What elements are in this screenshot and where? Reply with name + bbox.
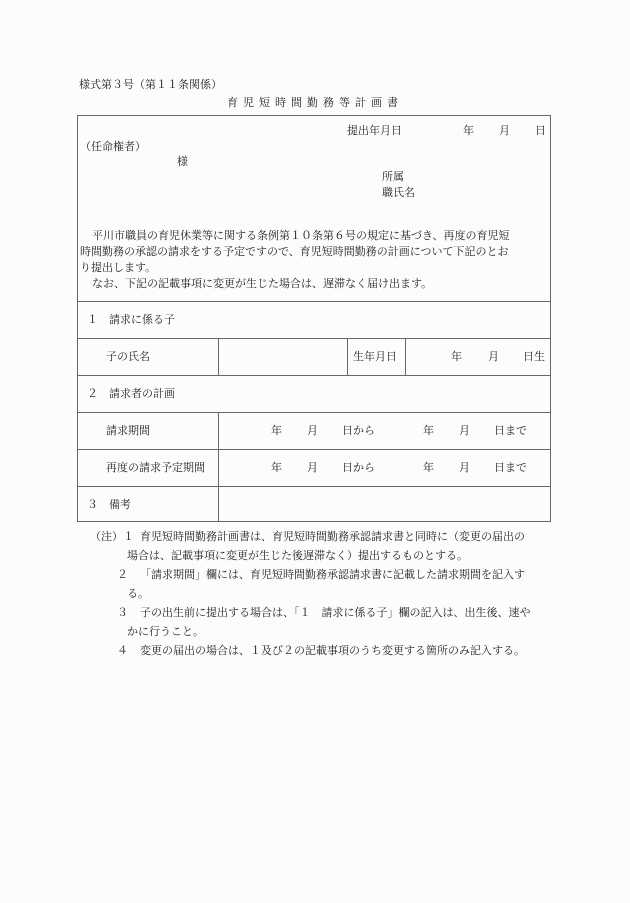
request-period-label: 請求期間 — [106, 424, 150, 437]
submission-day[interactable]: 日 — [535, 124, 546, 137]
birth-date-label: 生年月日 — [353, 350, 397, 363]
row-divider — [77, 375, 551, 376]
appointer-label: （任命権者） — [80, 140, 146, 153]
row-divider — [77, 449, 551, 450]
birth-month[interactable]: 月 — [488, 350, 499, 363]
end-year[interactable]: 年 — [423, 461, 434, 474]
row-divider — [77, 412, 551, 413]
column-divider — [405, 338, 406, 375]
child-name-field[interactable] — [222, 342, 344, 372]
birth-year[interactable]: 年 — [451, 350, 462, 363]
note-2-line-2: る。 — [127, 587, 149, 600]
row-divider — [77, 301, 551, 302]
form-number: 様式第３号（第１１条関係） — [79, 78, 222, 91]
section1-heading: １ 請求に係る子 — [87, 313, 175, 326]
body-line-1: 平川市職員の育児休業等に関する条例第１０条第６号の規定に基づき、再度の育児短 — [92, 229, 510, 242]
honorific-label: 様 — [177, 155, 188, 168]
end-month[interactable]: 月 — [459, 424, 470, 437]
note-3-line-2: かに行うこと。 — [127, 625, 204, 638]
note-2-line-1: 「請求期間」欄には、育児短時間勤務承認請求書に記載した請求期間を記入す — [140, 568, 525, 581]
remarks-field[interactable] — [222, 490, 548, 520]
birth-day[interactable]: 日生 — [523, 350, 545, 363]
child-name-label: 子の氏名 — [106, 350, 150, 363]
planned-request-period-label: 再度の請求予定期間 — [106, 461, 205, 474]
body-line-3: り提出します。 — [80, 261, 157, 274]
column-divider — [347, 338, 348, 375]
section2-heading: ２ 請求者の計画 — [87, 387, 175, 400]
start-day[interactable]: 日から — [342, 461, 375, 474]
body-line-2: 時間勤務の承認の請求をする予定ですので、育児短時間勤務の計画について下記のとお — [80, 245, 509, 258]
section3-heading: ３ 備考 — [87, 498, 131, 511]
position-name-label: 職氏名 — [382, 186, 415, 199]
end-day[interactable]: 日まで — [494, 424, 527, 437]
document-title: 育児短時間勤務等計画書 — [227, 96, 403, 109]
note-1-line-1: 育児短時間勤務計画書は、育児短時間勤務承認請求書と同時に（変更の届出の — [140, 530, 525, 543]
note-1-line-2: 場合は、記載事項に変更が生じた後遅滞なく）提出するものとする。 — [127, 549, 468, 562]
start-year[interactable]: 年 — [271, 424, 282, 437]
submission-year[interactable]: 年 — [463, 124, 474, 137]
submission-month[interactable]: 月 — [499, 124, 510, 137]
start-month[interactable]: 月 — [307, 424, 318, 437]
affiliation-label: 所属 — [382, 170, 404, 183]
note-3-line-1: 子の出生前に提出する場合は、「１ 請求に係る子」欄の記入は、出生後、速や — [140, 606, 531, 619]
note-4-number: ４ — [117, 644, 128, 657]
submission-date-label: 提出年月日 — [347, 124, 402, 137]
note-3-number: ３ — [117, 606, 128, 619]
column-divider — [218, 338, 219, 375]
start-year[interactable]: 年 — [271, 461, 282, 474]
note-2-number: ２ — [117, 568, 128, 581]
end-day[interactable]: 日まで — [494, 461, 527, 474]
notes-prefix: （注）１ — [90, 530, 134, 543]
body-line-4: なお、下記の記載事項に変更が生じた場合は、遅滞なく届け出ます。 — [92, 277, 433, 290]
end-year[interactable]: 年 — [423, 424, 434, 437]
column-divider — [218, 412, 219, 522]
row-divider — [77, 338, 551, 339]
end-month[interactable]: 月 — [459, 461, 470, 474]
row-divider — [77, 486, 551, 487]
start-month[interactable]: 月 — [307, 461, 318, 474]
start-day[interactable]: 日から — [342, 424, 375, 437]
note-4-line-1: 変更の届出の場合は、１及び２の記載事項のうち変更する箇所のみ記入する。 — [140, 644, 525, 657]
